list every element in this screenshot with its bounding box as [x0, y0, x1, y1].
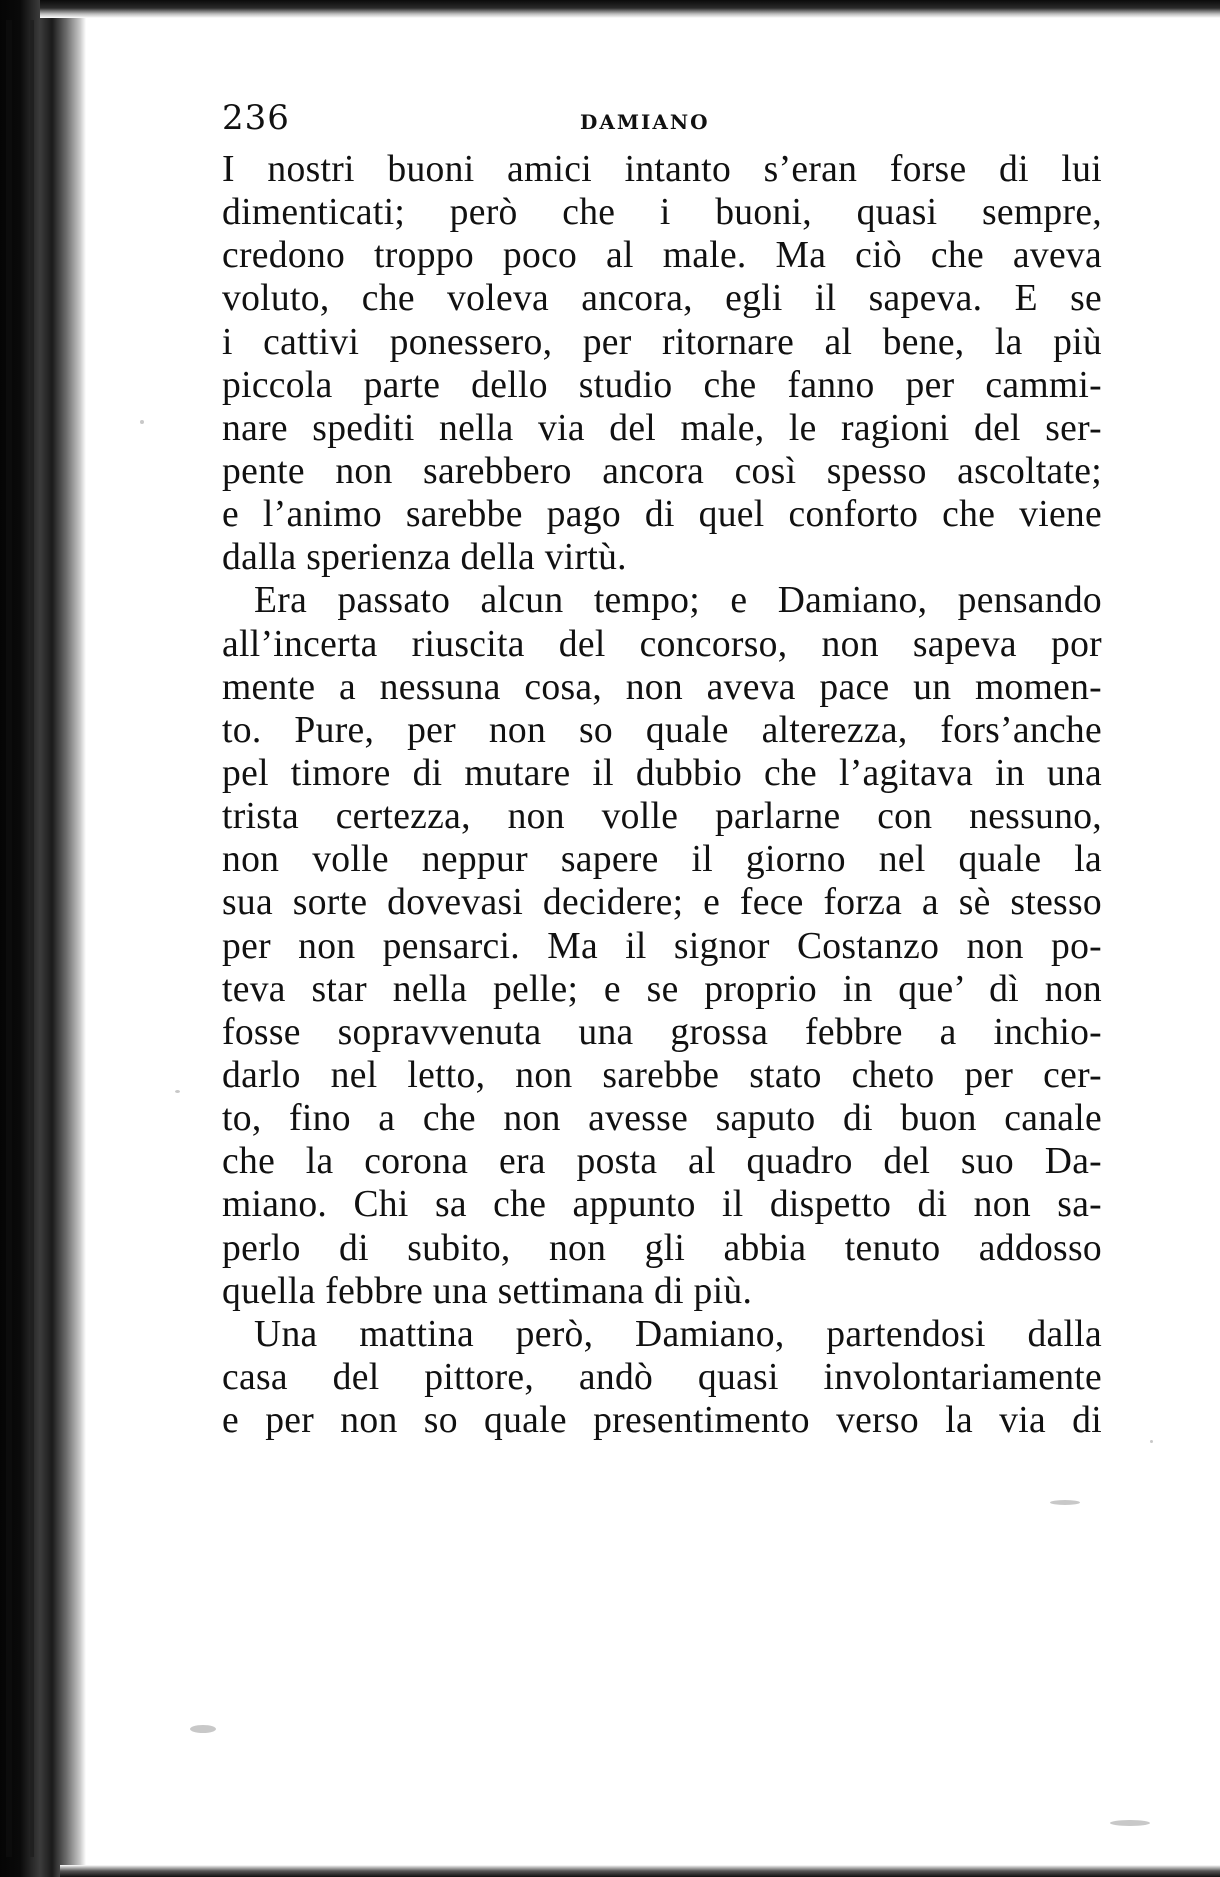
text-line: fosse sopravvenuta una grossa febbre a inchio-: [222, 1011, 1102, 1053]
scan-speckle: [190, 1725, 216, 1733]
scan-speckle: [140, 420, 144, 424]
scan-speckle: [1110, 1820, 1150, 1826]
text-line: piccola parte dello studio che fanno per cammi-: [222, 364, 1102, 406]
text-line: dalla sperienza della virtù.: [222, 537, 627, 579]
text-line: non volle neppur sapere il giorno nel quale la: [222, 839, 1102, 881]
binding-stripe: [30, 20, 34, 1857]
book-page: [222, 98, 1102, 1442]
text-line: sua sorte dovevasi decidere; e fece forza a sè stesso: [222, 882, 1102, 924]
binding-stripe: [6, 20, 12, 1857]
book-binding-edge: [0, 0, 86, 1877]
page-body: [222, 148, 1102, 1442]
text-line: darlo nel letto, non sarebbe stato cheto per cer-: [222, 1054, 1102, 1096]
text-line: dimenticati; però che i buoni, quasi sempre,: [222, 192, 1102, 234]
page-top-edge: [40, 0, 1220, 18]
text-line: credono troppo poco al male. Ma ciò che aveva: [222, 235, 1102, 277]
paragraph: [222, 148, 1102, 579]
text-line: to. Pure, per non so quale alterezza, fors’anche: [222, 709, 1102, 751]
text-line: per non pensarci. Ma il signor Costanzo non po-: [222, 925, 1102, 967]
paragraph: [222, 1313, 1102, 1442]
scan-speckle: [175, 1090, 180, 1093]
text-line: to, fino a che non avesse saputo di buon canale: [222, 1098, 1102, 1140]
text-line: mente a nessuna cosa, non aveva pace un momen-: [222, 666, 1102, 708]
page-number: 236: [222, 98, 290, 138]
paragraph: [222, 579, 1102, 1312]
text-line: miano. Chi sa che appunto il dispetto di non sa-: [222, 1184, 1102, 1226]
text-line: casa del pittore, andò quasi involontariamente: [222, 1356, 1102, 1398]
text-line: all’incerta riuscita del concorso, non sapeva por: [222, 623, 1102, 665]
text-line: pel timore di mutare il dubbio che l’agitava in una: [222, 752, 1102, 794]
scan-speckle: [1050, 1500, 1080, 1505]
text-line: e l’animo sarebbe pago di quel conforto che viene: [222, 494, 1102, 536]
page-bottom-edge: [60, 1865, 1220, 1877]
text-line: voluto, che voleva ancora, egli il sapeva. E se: [222, 278, 1102, 320]
text-line: quella febbre una settimana di più.: [222, 1270, 753, 1312]
page-header: [222, 98, 1102, 148]
text-line: e per non so quale presentimento verso la via di: [222, 1400, 1102, 1442]
text-line: che la corona era posta al quadro del suo Da-: [222, 1141, 1102, 1183]
text-line: Era passato alcun tempo; e Damiano, pensando: [254, 580, 1102, 622]
text-line: perlo di subito, non gli abbia tenuto addosso: [222, 1227, 1102, 1269]
running-head: DAMIANO: [580, 110, 710, 134]
text-line: i cattivi ponessero, per ritornare al bene, la più: [222, 321, 1102, 363]
text-line: pente non sarebbero ancora così spesso ascoltate;: [222, 450, 1102, 492]
text-line: trista certezza, non volle parlarne con nessuno,: [222, 796, 1102, 838]
text-line: teva star nella pelle; e se proprio in que’ dì non: [222, 968, 1102, 1010]
text-line: I nostri buoni amici intanto s’eran forse di lui: [222, 149, 1102, 190]
text-line: nare spediti nella via del male, le ragioni del ser-: [222, 407, 1102, 449]
scan-speckle: [1150, 1440, 1153, 1443]
text-line: Una mattina però, Damiano, partendosi dalla: [254, 1313, 1102, 1355]
